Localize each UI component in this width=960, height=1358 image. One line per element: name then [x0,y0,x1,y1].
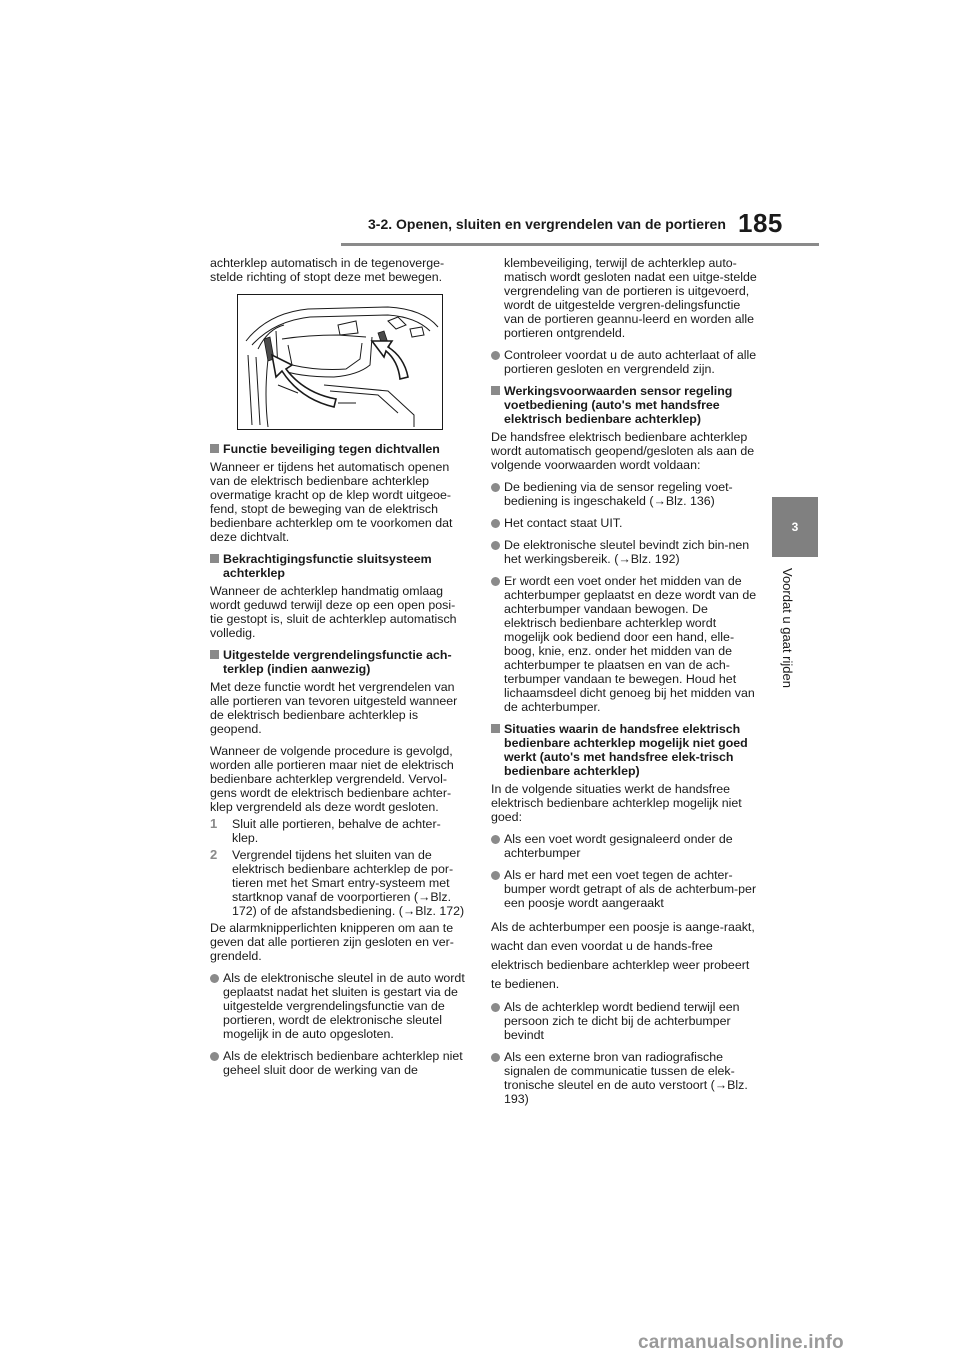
paragraph: De alarmknipperlichten knipperen om aan te geven dat alle portieren zijn gesloten en ver-grendeld. [210,921,454,963]
paragraph: In de volgende situaties werkt de handsfree elektrisch bedienbare achterklep mogelijk niet goed: [491,782,742,824]
step-text: Sluit alle portieren, behalve de achter-klep. [232,817,441,845]
heading-square-icon [210,444,219,453]
bullet-item [491,832,759,860]
bullet-item [210,1049,466,1077]
chapter-title: Voordat u gaat rijden [780,568,795,688]
heading-closing-assist [210,552,466,580]
bullet-dot-icon [491,541,500,550]
page-number: 185 [738,208,783,238]
bullet-text: Als de elektronische sleutel in de auto wordt geplaatst nadat het sluiten is gestart via de uitgestelde vergrendelingsfunctie van de portieren, wordt de elektronische sleutel mogelijk in de auto opgesloten. [223,971,465,1041]
heading-sensor-conditions [491,384,759,426]
tailgate-drawing [238,295,442,429]
step-text: Vergrendel tijdens het sluiten van de elektrisch bedienbare achterklep de por-tieren met het Smart entry-systeem met startknop vanaf de voorportieren (→Blz. 172) of de afstandsbediening. (→Blz. 172) [232,848,465,918]
bullet-text: Als een voet wordt gesignaleerd onder de achterbumper [504,832,733,860]
heading-text: Bekrachtigingsfunctie sluitsysteem achterklep [223,552,432,580]
paragraph: Wanneer de volgende procedure is gevolgd, worden alle portieren maar niet de elektrisch bedienbare achterklep vergrendeld. Vervol-gens wordt de elektrisch bedienbare achter-klep vergrendeld als deze wordt gesloten. [210,744,454,814]
bullet-dot-icon [491,483,500,492]
bullet-item [491,1050,759,1106]
bullet-dot-icon [491,835,500,844]
heading-text: Situaties waarin de handsfree elektrisch bedienbare achterklep mogelijk niet goed werkt (auto's met handsfree elek-trisch bedienbare achterklep) [504,722,748,778]
bullet-dot-icon [491,519,500,528]
section-title: 3-2. Openen, sluiten en vergrendelen van de portieren [368,216,726,232]
chapter-tab [772,497,818,557]
bullet-item [491,868,759,910]
heading-text: Uitgestelde vergrendelingsfunctie ach-terklep (indien aanwezig) [223,648,452,676]
bullet-text: Als de achterklep wordt bediend terwijl een persoon zich te dicht bij de achterbumper bevindt [504,1000,740,1042]
heading-square-icon [210,554,219,563]
bullet-dot-icon [491,577,500,586]
intro-paragraph: achterklep automatisch in de tegenoverge-stelde richting of stopt deze met bewegen. [210,256,445,284]
bullet-dot-icon [491,871,500,880]
paragraph: klembeveiliging, terwijl de achterklep auto-matisch wordt gesloten nadat een uitge-stelde vergrendeling van de portieren is uitgevoerd, wordt de uitgestelde vergren-delingsfunctie van de portieren geannu-leerd en worden alle portieren ontgrendeld. [504,256,757,340]
header-divider [341,243,819,246]
bullet-item [491,516,759,530]
heading-square-icon [210,650,219,659]
bullet-text: De bediening via de sensor regeling voet-bediening is ingeschakeld (→Blz. 136) [504,480,733,508]
paragraph: Wanneer de achterklep handmatig omlaag wordt geduwd terwijl deze op een open posi-tie gestopt is, sluit de achterklep automatisch volledig. [210,584,457,640]
left-column [210,256,466,1085]
bullet-dot-icon [491,1053,500,1062]
paragraph: Als de achterbumper een poosje is aange-raakt, wacht dan even voordat u de hands-free elektrisch bedienbare achterklep weer probeert te bedienen. [491,920,755,991]
bullet-text: Als een externe bron van radiografische signalen de communicatie tussen de elek-tronische sleutel en de auto verstoort (→Blz. 193) [504,1050,748,1106]
step-1 [210,817,466,845]
bullet-text: Er wordt een voet onder het midden van de achterbumper geplaatst en deze wordt van de achterbumper vandaan bewogen. De elektrisch bedienbare achterklep wordt mogelijk ook bediend door een hand, elle-boog, knie, enz. onder het midden van de achterbumper te plaatsen en van de ach-terbumper vandaan te bewegen. Houd het lichaamsdeel dicht genoeg bij het midden van de achterbumper. [504,574,757,714]
bullet-text: Controleer voordat u de auto achterlaat of alle portieren gesloten en vergrendeld zijn. [504,348,757,376]
step-number: 2 [210,847,218,862]
paragraph: Wanneer er tijdens het automatisch openen van de elektrisch bedienbare achterklep overmatige kracht op de klep wordt uitgeoe-fend, stopt de beweging van de elektrisch bedienbare achterklep om te voorkomen dat deze dichtvalt. [210,460,453,544]
bullet-dot-icon [210,1052,219,1061]
footer-watermark: carmanualsonline.info [638,1332,844,1353]
heading-square-icon [491,724,500,733]
bullet-item [210,971,466,1041]
bullet-dot-icon [491,1003,500,1012]
bullet-item [491,1000,759,1042]
heading-text: Functie beveiliging tegen dichtvallen [223,442,440,456]
heading-situations [491,722,759,778]
heading-delayed-lock [210,648,466,676]
bullet-item [491,480,759,508]
bullet-dot-icon [210,974,219,983]
step-number: 1 [210,816,218,831]
tailgate-illustration [237,294,443,430]
heading-text: Werkingsvoorwaarden sensor regeling voetbediening (auto's met handsfree elektrisch bedienbare achterklep) [504,384,733,426]
bullet-item [491,348,759,376]
paragraph: De handsfree elektrisch bedienbare achterklep wordt automatisch geopend/gesloten als aan de volgende voorwaarden wordt voldaan: [491,430,755,472]
bullet-dot-icon [491,351,500,360]
bullet-item [491,574,759,714]
bullet-text: Het contact staat UIT. [504,516,623,530]
chapter-number: 3 [791,520,799,534]
heading-anti-pinch [210,442,466,456]
heading-square-icon [491,386,500,395]
bullet-text: Als de elektrisch bedienbare achterklep niet geheel sluit door de werking van de [223,1049,463,1077]
bullet-item [491,538,759,566]
step-2 [210,848,466,918]
bullet-text: Als er hard met een voet tegen de achter-bumper wordt getrapt of als de achterbum-per een poosje wordt aangeraakt [504,868,757,910]
bullet-text: De elektronische sleutel bevindt zich bin-nen het werkingsbereik. (→Blz. 192) [504,538,750,566]
right-column [491,256,759,1114]
paragraph: Met deze functie wordt het vergrendelen van alle portieren van tevoren uitgesteld wanneer de elektrisch bedienbare achterklep is geopend. [210,680,458,736]
